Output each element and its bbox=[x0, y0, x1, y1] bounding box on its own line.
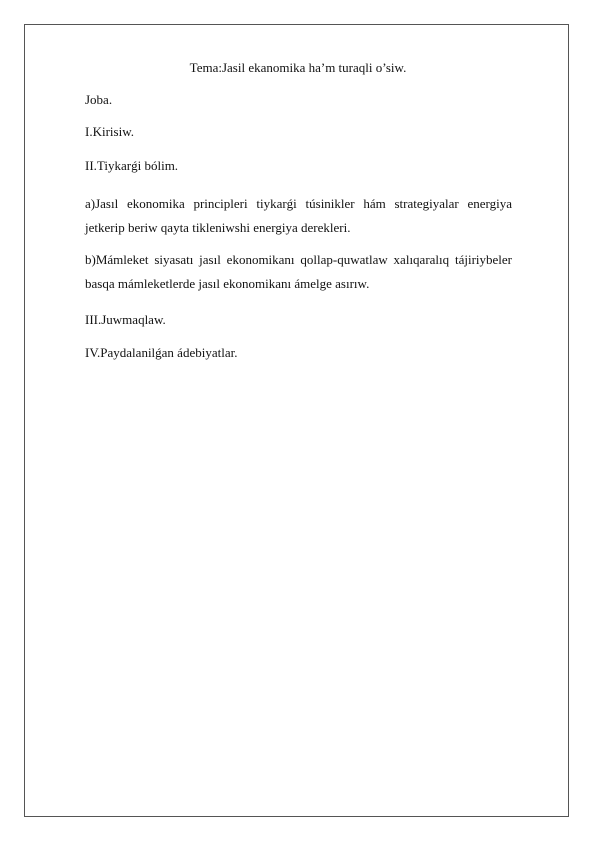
page-border bbox=[24, 24, 569, 817]
outline-subitem-a: a)Jasıl ekonomika principleri tiykarǵi túsinikler hám strategiyalar energiya jetkerip beriw qayta tikleniwshi energiya derekleri. bbox=[85, 196, 512, 235]
outline-subitem-b: b)Mámleket siyasatı jasıl ekonomikanı qollap-quwatlaw xalıqaralıq tájiriybeler basqa mámleketlerde jasıl ekonomikanı ámelge asırıw. bbox=[85, 252, 512, 291]
outline-item-conclusion: III.Juwmaqlaw. bbox=[85, 312, 166, 327]
outline-item-introduction: I.Kirisiw. bbox=[85, 124, 134, 139]
outline-item-references: IV.Paydalanilǵan ádebiyatlar. bbox=[85, 345, 238, 360]
outline-heading: Joba. bbox=[85, 92, 113, 107]
outline-item-main-part: II.Tiykarǵi bólim. bbox=[85, 158, 179, 173]
document-title: Tema:Jasil ekanomika ha’m turaqli o’siw. bbox=[189, 60, 407, 75]
